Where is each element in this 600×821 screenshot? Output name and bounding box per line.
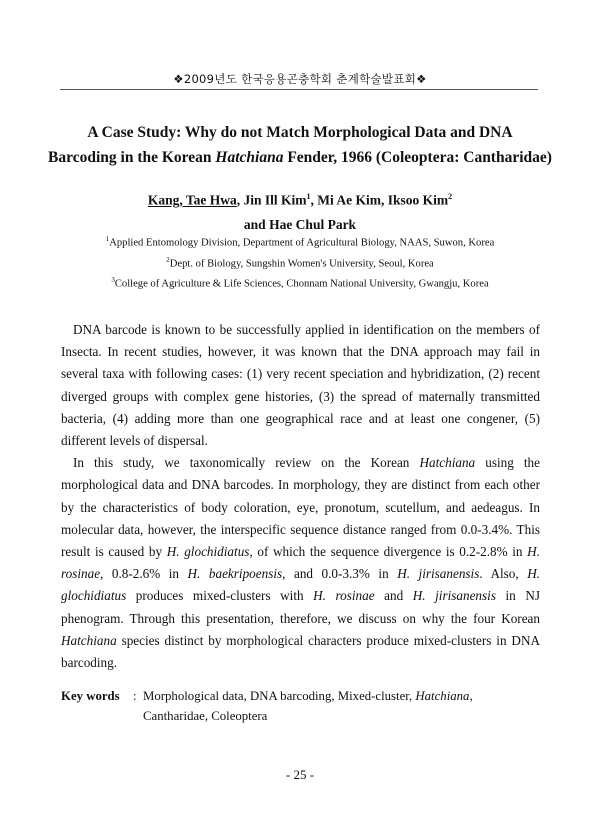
keyword-text: , Cantharidae, Coleoptera [143,689,473,723]
text-run: produces mixed-clusters with [126,588,314,604]
text-run: species distinct by morphological characters produce mixed-clusters in DNA barcoding. [61,632,540,671]
keywords-section [61,686,540,726]
author-line-1 [60,185,540,213]
keywords-separator: : [133,689,137,703]
affiliation-marker: 1 [105,235,110,243]
paper-title [40,120,560,170]
page-number: - 25 - [285,767,315,782]
affiliation-text: Dept. of Biology, Sungshin Women's University, Seoul, Korea [169,258,434,270]
affiliation-2 [60,252,540,273]
keyword-taxon: Hatchiana [415,689,470,703]
taxon-name: H. jirisanensis [397,566,480,582]
affiliation-marker: 2 [166,255,170,264]
taxon-name: H. glochidiatus [166,544,250,560]
title-genus: Hatchiana [215,149,284,166]
keywords-list [143,686,540,726]
taxon-name: Hatchiana [419,455,476,471]
keyword-text: Morphological data, DNA barcoding, Mixed-cluster, [143,689,416,703]
presenting-author: Kang, Tae Hwa [147,192,237,208]
title-text: Fender, 1966 (Coleoptera: Cantharidae) [283,149,552,166]
text-run: , 0.8-2.6% in [100,566,188,582]
title-line-2 [40,145,560,170]
keywords-label: Key words [61,689,120,703]
conference-header: ❖2009년도 한국응용곤충학회 춘계학술발표회❖ [173,72,427,86]
taxon-name: Hatchiana [61,632,117,648]
taxon-name: H. glochidiatus [61,566,541,604]
taxon-name: H. baekripoensis [187,566,283,582]
text-run: , and 0.0-3.3% in [282,566,398,582]
affiliation-list [60,231,540,293]
taxon-name: H. rosinae [61,544,540,582]
author-name: , Jin Ill Kim [236,192,307,208]
text-run: using the morphological data and DNA barcodes. In morphology, they are distinct from each other by the characteristics of body coloration, eye, pronotum, scutellum, and aedeagus. In molecular data, however, the interspecific sequence distance ranged from 0.0-3.4%. This result is caused by [61,455,540,560]
header-rule [60,89,538,90]
title-line-1: A Case Study: Why do not Match Morphological Data and DNA [87,124,513,141]
taxon-name: H. jirisanensis [412,588,496,604]
affiliation-marker: 1 [306,192,311,201]
author-list [60,185,540,237]
title-text: Barcoding in the Korean [48,149,216,166]
author-line-2: and Hae Chul Park [243,216,357,232]
text-run: in NJ phenogram. Through this presentation, therefore, we discuss on why the four Korean [61,588,540,626]
affiliation-marker: 2 [448,192,453,201]
author-name: , Mi Ae Kim, Iksoo Kim [310,192,449,208]
affiliation-3 [60,272,540,293]
text-run: . Also, [479,566,528,582]
text-run: In this study, we taxonomically review on the Korean [73,455,420,471]
affiliation-1 [60,231,540,252]
affiliation-marker: 3 [111,276,115,285]
text-run: , of which the sequence divergence is 0.2-2.8% in [249,544,528,560]
abstract-body [61,319,540,674]
affiliation-text: Applied Entomology Division, Department of Agricultural Biology, NAAS, Suwon, Korea [109,237,495,249]
abstract-paragraph-2 [61,452,540,674]
taxon-name: H. rosinae [313,588,375,604]
affiliation-text: College of Agriculture & Life Sciences, Chonnam National University, Gwangju, Korea [114,278,489,290]
abstract-paragraph-1: DNA barcode is known to be successfully applied in identification on the members of Insecta. In recent studies, however, it was known that the DNA approach may fail in several taxa with following cases: (1) very recent speciation and hybridization, (2) recent diverged groups with complex gene histories, (3) the spread of maternally transmitted bacteria, (4) adding more than one geographical race and at least one congener, (5) different levels of dispersal. [61,322,540,449]
text-run: and [374,588,413,604]
